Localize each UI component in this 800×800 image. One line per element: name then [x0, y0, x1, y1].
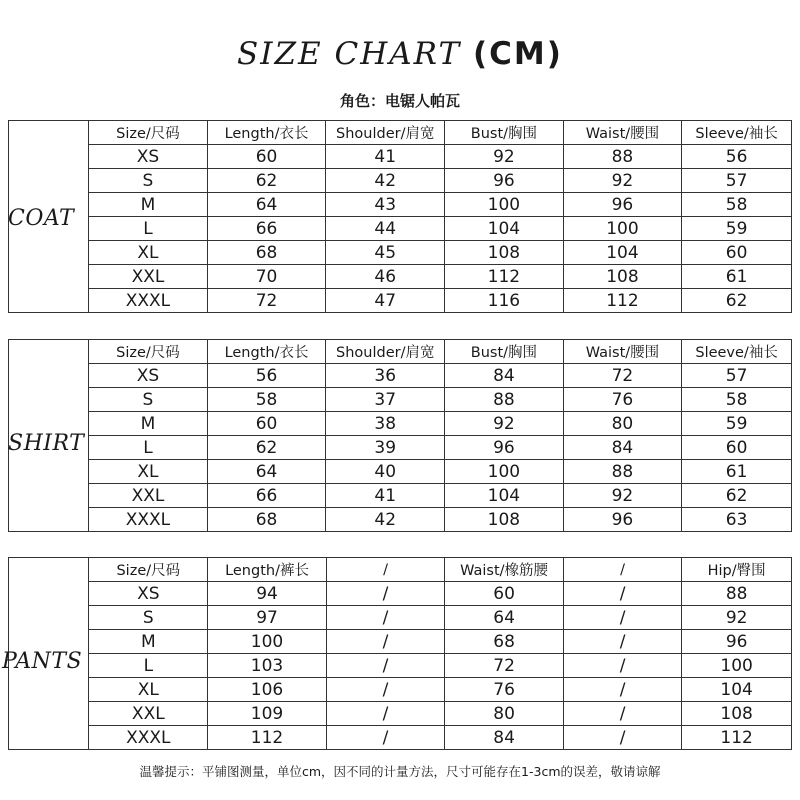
size-cell: L [89, 436, 207, 460]
label-spacer-cell [9, 265, 89, 289]
measurement-cell: 96 [563, 193, 682, 217]
size-cell: XL [89, 241, 207, 265]
coat-row-xl [9, 241, 792, 265]
measurement-cell: 59 [682, 412, 792, 436]
size-cell: S [89, 606, 208, 630]
measurement-cell: 62 [207, 169, 326, 193]
size-cell: XL [89, 678, 208, 702]
measurement-cell: 88 [682, 582, 792, 606]
measurement-cell: 68 [445, 630, 564, 654]
measurement-cell: / [326, 726, 444, 750]
coat-category-label: COAT [8, 206, 75, 231]
measurement-cell: 112 [682, 726, 792, 750]
character-subtitle: 角色：电锯人帕瓦 [339, 92, 460, 110]
size-cell: XL [89, 460, 207, 484]
header-not-applicable: / [326, 558, 444, 582]
measurement-cell: 63 [682, 508, 792, 532]
measurement-cell: 106 [208, 678, 327, 702]
measurement-cell: 45 [326, 241, 445, 265]
measurement-cell: 38 [326, 412, 445, 436]
measurement-cell: 84 [563, 436, 682, 460]
pants-size-table [8, 557, 792, 750]
header-length: Length/衣长 [207, 340, 326, 364]
label-spacer-cell [9, 702, 89, 726]
measurement-cell: 80 [563, 412, 682, 436]
size-cell: L [89, 217, 207, 241]
measurement-cell: 56 [682, 145, 792, 169]
size-cell: XXL [89, 265, 207, 289]
shirt-size-table-block [8, 339, 792, 535]
measurement-cell: / [563, 702, 681, 726]
pants-row-xxl [9, 702, 792, 726]
measurement-cell: 68 [207, 241, 326, 265]
pants-header-row [9, 558, 792, 582]
measurement-cell: 43 [326, 193, 445, 217]
header-hip: Hip/臀围 [682, 558, 792, 582]
measurement-cell: 64 [207, 460, 326, 484]
label-spacer-cell [9, 289, 89, 313]
measurement-cell: 104 [445, 484, 564, 508]
measurement-cell: 108 [445, 508, 564, 532]
measurement-cell: 92 [445, 145, 564, 169]
pants-label-cell [9, 558, 89, 582]
measurement-cell: 103 [208, 654, 327, 678]
header-shoulder: Shoulder/肩宽 [326, 121, 445, 145]
measurement-cell: 72 [563, 364, 682, 388]
measurement-cell: / [563, 606, 681, 630]
measurement-cell: 36 [326, 364, 445, 388]
measurement-cell: 59 [682, 217, 792, 241]
shirt-row-xl [9, 460, 792, 484]
pants-size-table-block [2, 557, 792, 753]
measurement-cell: 100 [208, 630, 327, 654]
measurement-cell: 62 [207, 436, 326, 460]
header-bust: Bust/胸围 [445, 121, 564, 145]
header-length: Length/裤长 [208, 558, 327, 582]
size-cell: S [89, 388, 207, 412]
coat-row-xs [9, 145, 792, 169]
measurement-cell: 70 [207, 265, 326, 289]
measurement-cell: 104 [445, 217, 564, 241]
measurement-cell: / [326, 702, 444, 726]
measurement-cell: 72 [445, 654, 564, 678]
pants-row-xxxl [9, 726, 792, 750]
measurement-cell: 100 [563, 217, 682, 241]
measurement-cell: 92 [682, 606, 792, 630]
measurement-cell: 84 [445, 364, 564, 388]
size-cell: L [89, 654, 208, 678]
label-spacer-cell [9, 388, 89, 412]
label-spacer-cell [9, 241, 89, 265]
header-size: Size/尺码 [89, 558, 208, 582]
measurement-cell: 66 [207, 484, 326, 508]
label-spacer-cell [9, 508, 89, 532]
pants-row-xs [9, 582, 792, 606]
measurement-cell: / [563, 654, 681, 678]
measurement-cell: 64 [445, 606, 564, 630]
measurement-cell: 84 [445, 726, 564, 750]
measurement-cell: 61 [682, 460, 792, 484]
label-spacer-cell [9, 678, 89, 702]
coat-row-s [9, 169, 792, 193]
label-spacer-cell [9, 582, 89, 606]
shirt-label-cell [9, 340, 89, 364]
size-chart-title [0, 36, 800, 72]
header-bust: Bust/胸围 [445, 340, 564, 364]
measurement-cell: 96 [682, 630, 792, 654]
measurement-cell: 60 [682, 241, 792, 265]
measurement-cell: 61 [682, 265, 792, 289]
pants-row-l [9, 654, 792, 678]
measurement-cell: 112 [445, 265, 564, 289]
measurement-cell: 60 [445, 582, 564, 606]
size-cell: XXL [89, 484, 207, 508]
pants-row-xl [9, 678, 792, 702]
pants-category-label: PANTS [2, 649, 83, 674]
measurement-cell: 76 [445, 678, 564, 702]
coat-size-table [8, 120, 792, 313]
shirt-row-s [9, 388, 792, 412]
size-cell: S [89, 169, 207, 193]
coat-row-m [9, 193, 792, 217]
coat-size-table-block [8, 120, 792, 316]
measurement-cell: / [326, 630, 444, 654]
header-sleeve: Sleeve/袖长 [682, 121, 792, 145]
measurement-cell: 47 [326, 289, 445, 313]
measurement-cell: 60 [682, 436, 792, 460]
measurement-cell: 92 [563, 169, 682, 193]
measurement-cell: 37 [326, 388, 445, 412]
measurement-cell: 57 [682, 169, 792, 193]
coat-label-cell [9, 121, 89, 145]
size-cell: XS [89, 582, 208, 606]
measurement-cell: / [326, 678, 444, 702]
title-main: SIZE CHART [237, 36, 462, 72]
measurement-cell: 88 [563, 145, 682, 169]
measurement-cell: 60 [207, 412, 326, 436]
measurement-cell: 88 [563, 460, 682, 484]
header-sleeve: Sleeve/袖长 [682, 340, 792, 364]
measurement-cell: 92 [563, 484, 682, 508]
measurement-cell: / [563, 726, 681, 750]
measurement-cell: 68 [207, 508, 326, 532]
size-cell: XXXL [89, 508, 207, 532]
measurement-cell: 116 [445, 289, 564, 313]
size-cell: XS [89, 364, 207, 388]
measurement-cell: / [563, 630, 681, 654]
label-spacer-cell [9, 460, 89, 484]
measurement-cell: 62 [682, 484, 792, 508]
size-cell: M [89, 630, 208, 654]
measurement-cell: 96 [445, 436, 564, 460]
measurement-cell: 109 [208, 702, 327, 726]
measurement-cell: 100 [445, 460, 564, 484]
shirt-row-xs [9, 364, 792, 388]
label-spacer-cell [9, 364, 89, 388]
measurement-cell: 108 [563, 265, 682, 289]
shirt-row-m [9, 412, 792, 436]
measurement-cell: 56 [207, 364, 326, 388]
measurement-cell: 41 [326, 484, 445, 508]
measurement-cell: 92 [445, 412, 564, 436]
size-cell: XS [89, 145, 207, 169]
size-cell: XXL [89, 702, 208, 726]
measurement-cell: / [326, 582, 444, 606]
measurement-cell: 64 [207, 193, 326, 217]
measurement-cell: 97 [208, 606, 327, 630]
measurement-cell: 44 [326, 217, 445, 241]
label-spacer-cell [9, 606, 89, 630]
measurement-cell: / [326, 606, 444, 630]
header-waist: Waist/腰围 [563, 121, 682, 145]
measurement-cell: 112 [563, 289, 682, 313]
measurement-cell: 39 [326, 436, 445, 460]
measurement-cell: / [563, 582, 681, 606]
measurement-cell: 104 [563, 241, 682, 265]
measurement-cell: 60 [207, 145, 326, 169]
measurement-cell: 104 [682, 678, 792, 702]
measurement-cell: 58 [682, 388, 792, 412]
header-shoulder: Shoulder/肩宽 [326, 340, 445, 364]
shirt-header-row [9, 340, 792, 364]
measurement-cell: 80 [445, 702, 564, 726]
measurement-cell: 42 [326, 169, 445, 193]
pants-row-m [9, 630, 792, 654]
measurement-cell: 108 [682, 702, 792, 726]
measurement-cell: 100 [682, 654, 792, 678]
size-cell: XXXL [89, 726, 208, 750]
header-length: Length/衣长 [207, 121, 326, 145]
label-spacer-cell [9, 726, 89, 750]
measurement-cell: / [326, 654, 444, 678]
measurement-cell: 58 [207, 388, 326, 412]
measurement-cell: 76 [563, 388, 682, 412]
shirt-size-table [8, 339, 792, 532]
coat-row-xxxl [9, 289, 792, 313]
measurement-cell: 41 [326, 145, 445, 169]
measurement-cell: 96 [563, 508, 682, 532]
pants-row-s [9, 606, 792, 630]
shirt-row-l [9, 436, 792, 460]
measurement-cell: 96 [445, 169, 564, 193]
size-cell: M [89, 412, 207, 436]
measurement-cell: 57 [682, 364, 792, 388]
size-cell: XXXL [89, 289, 207, 313]
coat-header-row [9, 121, 792, 145]
shirt-category-label: SHIRT [8, 431, 85, 456]
measurement-cell: 108 [445, 241, 564, 265]
measurement-cell: 66 [207, 217, 326, 241]
coat-row-xxl [9, 265, 792, 289]
header-size: Size/尺码 [89, 121, 207, 145]
measurement-cell: 112 [208, 726, 327, 750]
measurement-cell: 72 [207, 289, 326, 313]
shirt-row-xxl [9, 484, 792, 508]
measurement-cell: 46 [326, 265, 445, 289]
coat-row-l [9, 217, 792, 241]
header-not-applicable: / [563, 558, 681, 582]
size-cell: M [89, 193, 207, 217]
measurement-cell: 100 [445, 193, 564, 217]
header-size: Size/尺码 [89, 340, 207, 364]
measurement-cell: 94 [208, 582, 327, 606]
measurement-cell: 88 [445, 388, 564, 412]
measurement-footnote: 温馨提示：平铺图测量，单位cm，因不同的计量方法，尺寸可能存在1-3cm的误差，敬请谅解 [139, 764, 661, 779]
label-spacer-cell [9, 169, 89, 193]
measurement-cell: 58 [682, 193, 792, 217]
label-spacer-cell [9, 484, 89, 508]
label-spacer-cell [9, 145, 89, 169]
header-waist: Waist/腰围 [563, 340, 682, 364]
measurement-cell: / [563, 678, 681, 702]
shirt-row-xxxl [9, 508, 792, 532]
measurement-cell: 62 [682, 289, 792, 313]
header-waist: Waist/橡筋腰 [445, 558, 564, 582]
measurement-cell: 42 [326, 508, 445, 532]
title-unit: (CM) [473, 36, 563, 72]
measurement-cell: 40 [326, 460, 445, 484]
